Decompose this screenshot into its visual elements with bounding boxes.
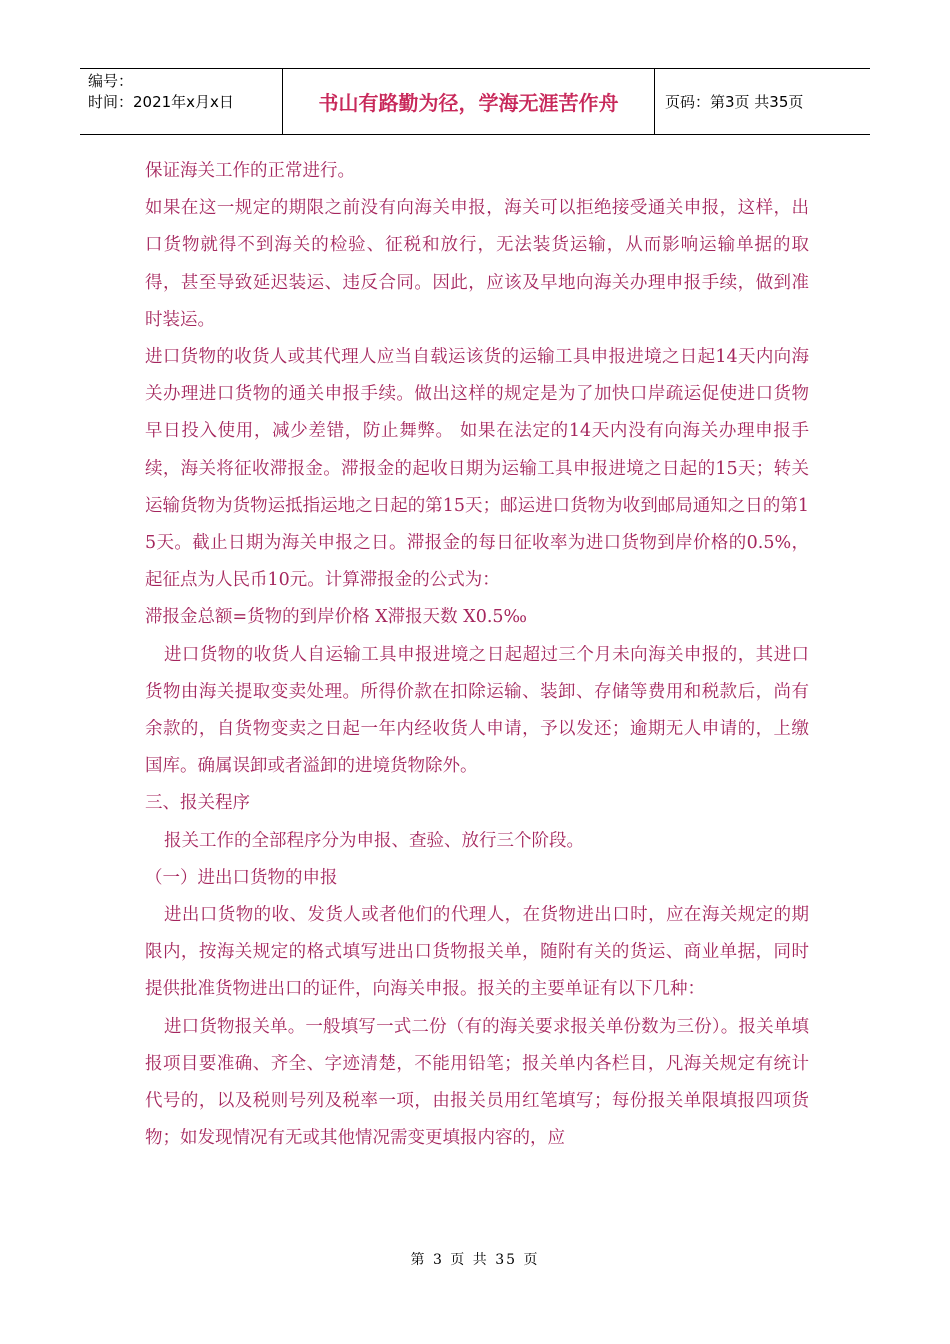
time-label: 时间：2021年x月x日 bbox=[88, 93, 234, 111]
paragraph: 进出口货物的收、发货人或者他们的代理人，在货物进出口时，应在海关规定的期限内，按海关规定的格式填写进出口货物报关单，随附有关的货运、商业单据，同时提供批准货物进出口的证件，向海关申报。报关的主要单证有以下几种： bbox=[145, 905, 809, 1000]
document-body bbox=[145, 153, 809, 1157]
paragraph: 进口货物的收货人自运输工具申报进境之日起超过三个月未向海关申报的，其进口货物由海关提取变卖处理。所得价款在扣除运输、装卸、存储等费用和税款后，尚有余款的，自货物变卖之日起一年内经收货人申请，予以发还；逾期无人申请的，上缴国库。确属误卸或者溢卸的进境货物除外。 bbox=[145, 644, 809, 777]
header-meta bbox=[80, 69, 282, 134]
header-motto: 书山有路勤为径，学海无涯苦作舟 bbox=[282, 69, 655, 134]
paragraph: 报关工作的全部程序分为申报、查验、放行三个阶段。 bbox=[164, 830, 584, 851]
section-heading: 三、报关程序 bbox=[145, 793, 250, 814]
number-label: 编号： bbox=[88, 72, 134, 90]
page-header bbox=[80, 68, 870, 135]
paragraph: 如果在这一规定的期限之前没有向海关申报，海关可以拒绝接受通关申报，这样，出口货物就得不到海关的检验、征税和放行，无法装货运输，从而影响运输单据的取得，甚至导致延迟装运、违反合同。因此，应该及早地向海关办理申报手续，做到准时装运。 bbox=[145, 198, 809, 330]
page-footer: 第 3 页 共 35 页 bbox=[410, 1252, 540, 1268]
subsection-heading: （一）进出口货物的申报 bbox=[145, 867, 338, 888]
header-page-info: 页码：第3页 共35页 bbox=[665, 93, 804, 111]
paragraph: 保证海关工作的正常进行。 bbox=[145, 161, 355, 181]
paragraph: 进口货物的收货人或其代理人应当自载运该货的运输工具申报进境之日起14天内向海关办理进口货物的通关申报手续。做出这样的规定是为了加快口岸疏运促使进口货物早日投入使用，减少差错，防止舞弊。 如果在法定的14天内没有向海关办理申报手续，海关将征收滞报金。滞报金的起收日期为运输工具申报进境之日起的15天；转关运输货物为货物运抵指运地之日起的第15天；邮运进口货物为收到邮局通知之日的第15天。截止日期为海关申报之日。滞报金的每日征收率为进口货物到岸价格的0.5%，起征点为人民币10元。计算滞报金的公式为： bbox=[145, 347, 809, 591]
formula-line: 滞报金总额=货物的到岸价格 X滞报天数 X0.5‰ bbox=[145, 607, 528, 628]
paragraph: 进口货物报关单。一般填写一式二份（有的海关要求报关单份数为三份）。报关单填报项目要准确、齐全、字迹清楚，不能用铅笔；报关单内各栏目，凡海关规定有统计代号的，以及税则号列及税率一项，由报关员用红笔填写；每份报关单限填报四项货物；如发现情况有无或其他情况需变更填报内容的，应 bbox=[145, 1016, 809, 1149]
